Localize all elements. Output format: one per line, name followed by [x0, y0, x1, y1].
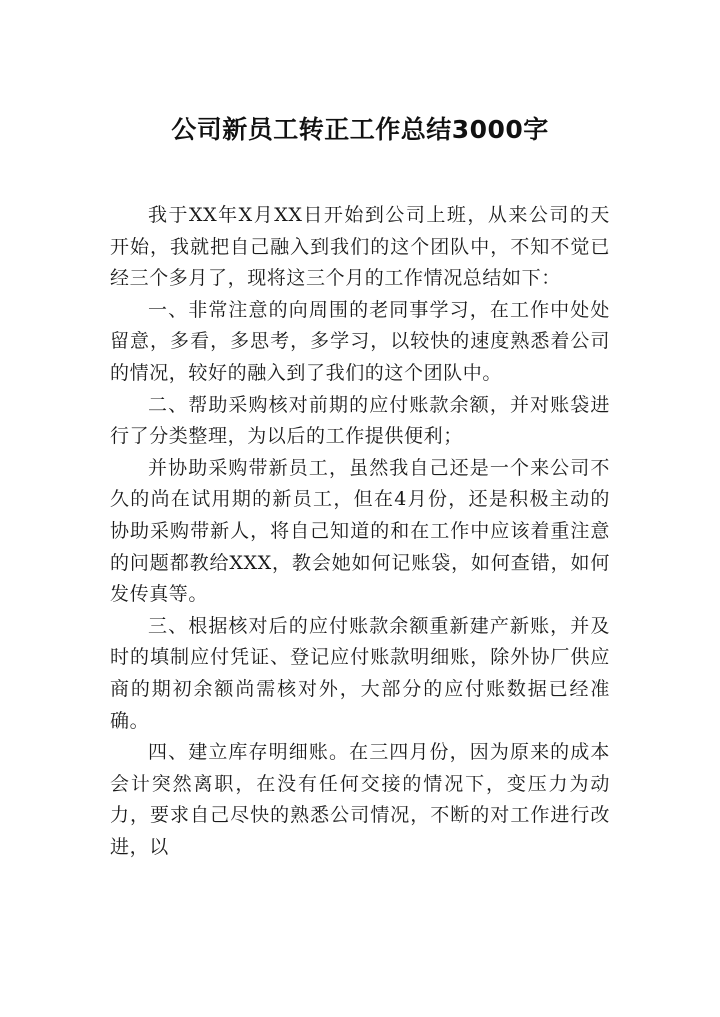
paragraph-point-1: 一、非常注意的向周围的老同事学习，在工作中处处留意，多看，多思考，多学习，以较快的速度熟悉着公司的情况，较好的融入到了我们的这个团队中。	[110, 298, 610, 384]
paragraph-point-3: 三、根据核对后的应付账款余额重新建产新账，并及时的填制应付凭证、登记应付账款明细账，除外协厂供应商的期初余额尚需核对外，大部分的应付账数据已经准确。	[110, 614, 610, 732]
paragraph-point-2: 二、帮助采购核对前期的应付账款余额，并对账袋进行了分类整理，为以后的工作提供便利；	[110, 393, 610, 448]
paragraph-point-2-detail: 并协助采购带新员工，虽然我自己还是一个来公司不久的尚在试用期的新员工，但在4月份，还是积极主动的协助采购带新人，将自己知道的和在工作中应该着重注意的问题都教给XXX，教会她如何记账袋，如何查错，如何发传真等。	[110, 456, 610, 606]
paragraph-point-4: 四、建立库存明细账。在三四月份，因为原来的成本会计突然离职，在没有任何交接的情况下，变压力为动力，要求自己尽快的熟悉公司情况，不断的对工作进行改进，以	[110, 741, 610, 858]
document-body	[110, 200, 610, 863]
document-title: 公司新员工转正工作总结3000字	[171, 115, 549, 144]
paragraph-intro: 我于XX年X月XX日开始到公司上班，从来公司的天开始，我就把自己融入到我们的这个团队中，不知不觉已经三个多月了，现将这三个月的工作情况总结如下：	[110, 204, 610, 290]
